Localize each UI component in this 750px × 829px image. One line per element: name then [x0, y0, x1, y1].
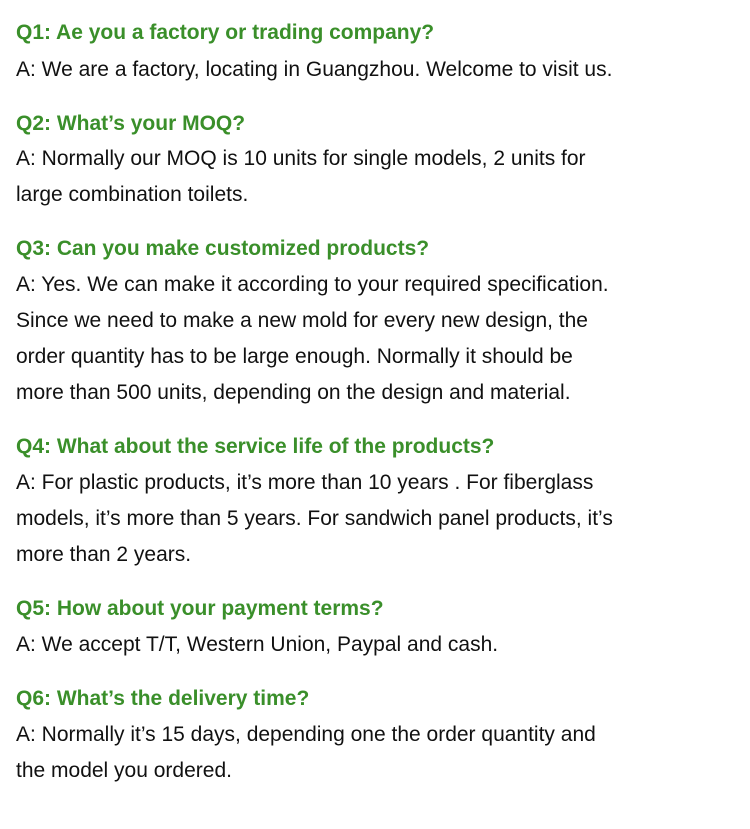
answer-1: A: We are a factory, locating in Guangzhou. Welcome to visit us.	[16, 58, 613, 81]
question-3: Q3: Can you make customized products?	[16, 237, 430, 260]
question-6: Q6: What’s the delivery time?	[16, 687, 310, 710]
question-4: Q4: What about the service life of the products?	[16, 435, 495, 458]
answer-4: A: For plastic products, it’s more than 10 years . For fiberglass models, it’s more than 5 years. For sandwich panel products, it’s more than 2 years.	[16, 471, 613, 566]
question-5: Q5: How about your payment terms?	[16, 597, 384, 620]
answer-3: A: Yes. We can make it according to your required specification. Since we need to make a new mold for every new design, the order quantity has to be large enough. Normally it should be more than 500 units, depending on the design and material.	[16, 273, 609, 404]
question-2: Q2: What’s your MOQ?	[16, 112, 246, 135]
answer-2: A: Normally our MOQ is 10 units for single models, 2 units for large combination toilets.	[16, 147, 586, 206]
answer-6: A: Normally it’s 15 days, depending one the order quantity and the model you ordered.	[16, 723, 596, 782]
question-1: Q1: Ae you a factory or trading company?	[16, 21, 435, 44]
answer-5: A: We accept T/T, Western Union, Paypal and cash.	[16, 633, 499, 656]
